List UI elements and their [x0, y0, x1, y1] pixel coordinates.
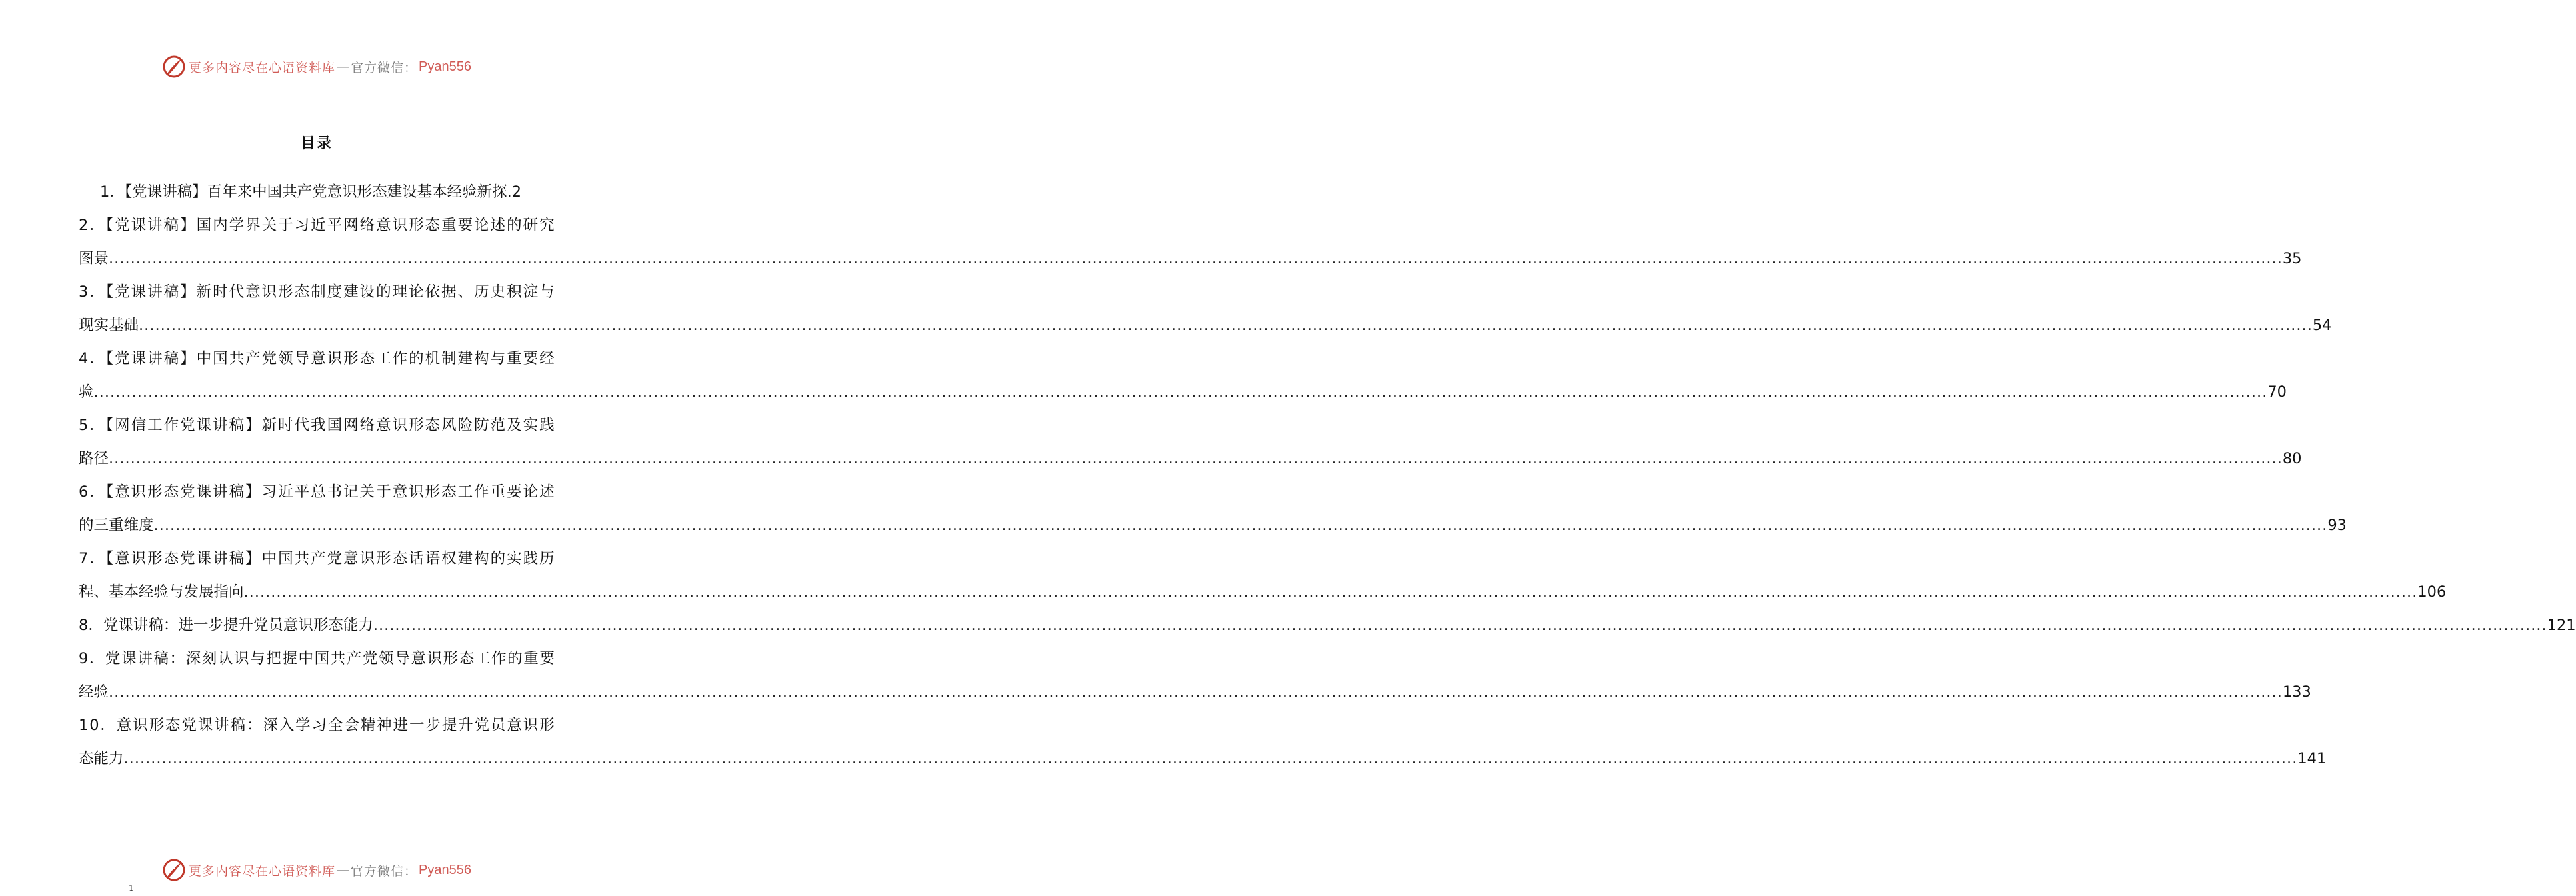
toc-leader-dots: ................................................................................................................................................................................................................................................................................................................................................................................................................ [139, 317, 2313, 334]
toc-page-number: 35 [2282, 250, 2302, 267]
watermark-brand-text: 更多内容尽在心语资料库 [189, 60, 336, 75]
toc-entry-text: 10．意识形态党课讲稿：深入学习全会精神进一步提升党员意识形 [79, 717, 556, 734]
toc-entry-continuation: 验 [79, 383, 94, 401]
toc-leader-dots: ................................................................................................................................................................................................................................................................................................................................................................................................................ [93, 383, 2268, 401]
page-number: 1 [129, 883, 134, 893]
toc-page-number: 121 [2547, 617, 2576, 634]
toc-entry-text: 1．【党课讲稿】百年来中国共产党意识形态建设基本经验新探.2 [100, 183, 522, 201]
toc-entry-9[interactable] [79, 642, 2311, 709]
toc-entry-continuation: 态能力 [79, 750, 124, 767]
toc-title: 目录 [300, 135, 333, 152]
toc-page-number: 133 [2282, 683, 2311, 701]
toc-entry-text: 8．党课讲稿：进一步提升党员意识形态能力 [79, 617, 373, 634]
toc-leader-dots: ................................................................................................................................................................................................................................................................................................................................................................................................................ [109, 250, 2283, 267]
toc-entry-4[interactable] [79, 342, 2287, 409]
toc-entry-text: 6．【意识形态党课讲稿】习近平总书记关于意识形态工作重要论述 [79, 483, 556, 501]
watermark-separator: — [337, 863, 350, 877]
toc-entry-continuation: 路径 [79, 450, 109, 467]
toc-entry-continuation: 图景 [79, 250, 109, 267]
toc-entry-5[interactable] [79, 409, 2302, 475]
toc-leader-dots: ................................................................................................................................................................................................................................................................................................................................................................................................................ [153, 517, 2328, 534]
toc-page-number: 80 [2282, 450, 2302, 467]
toc-entry-text: 9．党课讲稿：深刻认识与把握中国共产党领导意识形态工作的重要 [79, 650, 556, 667]
toc-leader-dots: ................................................................................................................................................................................................................................................................................................................................................................................................................ [123, 750, 2298, 767]
toc-entry-text: 4．【党课讲稿】中国共产党领导意识形态工作的机制建构与重要经 [79, 350, 556, 367]
toc-leader-dots: ................................................................................................................................................................................................................................................................................................................................................................................................................ [109, 450, 2283, 467]
footer-watermark [0, 858, 633, 882]
watermark-contact-id: Pyan556 [419, 862, 471, 877]
quill-logo-icon [162, 55, 186, 79]
toc-entry-10[interactable] [79, 709, 2327, 775]
toc-entry-continuation: 的三重维度 [79, 517, 154, 534]
toc-entry-text: 5．【网信工作党课讲稿】新时代我国网络意识形态风险防范及实践 [79, 417, 556, 434]
table-of-contents [79, 175, 2576, 775]
watermark-contact-id: Pyan556 [419, 59, 471, 74]
toc-page-number: 70 [2267, 383, 2287, 401]
toc-page-number: 141 [2297, 750, 2327, 767]
toc-entry-continuation: 程、基本经验与发展指向 [79, 583, 244, 601]
toc-entry-continuation: 现实基础 [79, 317, 139, 334]
toc-leader-dots: ................................................................................................................................................................................................................................................................................................................................................................................................................ [243, 583, 2418, 601]
toc-leader-dots: ................................................................................................................................................................................................................................................................................................................................................................................................................ [373, 617, 2547, 634]
toc-page-number: 93 [2327, 517, 2347, 534]
watermark-separator: — [337, 59, 350, 74]
toc-entry-8[interactable] [79, 609, 2576, 642]
watermark-contact-label: 官方微信： [351, 60, 418, 75]
toc-entry-2[interactable] [79, 209, 2302, 275]
toc-entry-1[interactable] [79, 175, 555, 209]
toc-entry-3[interactable] [79, 275, 2332, 342]
toc-entry-continuation: 经验 [79, 683, 109, 701]
watermark-contact-label: 官方微信： [351, 863, 418, 879]
toc-entry-text: 2．【党课讲稿】国内学界关于习近平网络意识形态重要论述的研究 [79, 217, 556, 234]
toc-page-number: 54 [2312, 317, 2332, 334]
toc-entry-text: 3．【党课讲稿】新时代意识形态制度建设的理论依据、历史积淀与 [79, 283, 556, 301]
toc-entry-text: 7．【意识形态党课讲稿】中国共产党意识形态话语权建构的实践历 [79, 550, 556, 567]
toc-page-number: 106 [2417, 583, 2447, 601]
toc-entry-7[interactable] [79, 542, 2447, 609]
header-watermark [0, 55, 633, 79]
toc-leader-dots: ................................................................................................................................................................................................................................................................................................................................................................................................................ [109, 683, 2283, 701]
toc-entry-6[interactable] [79, 475, 2347, 542]
watermark-brand-text: 更多内容尽在心语资料库 [189, 863, 336, 879]
quill-logo-icon [162, 858, 186, 882]
